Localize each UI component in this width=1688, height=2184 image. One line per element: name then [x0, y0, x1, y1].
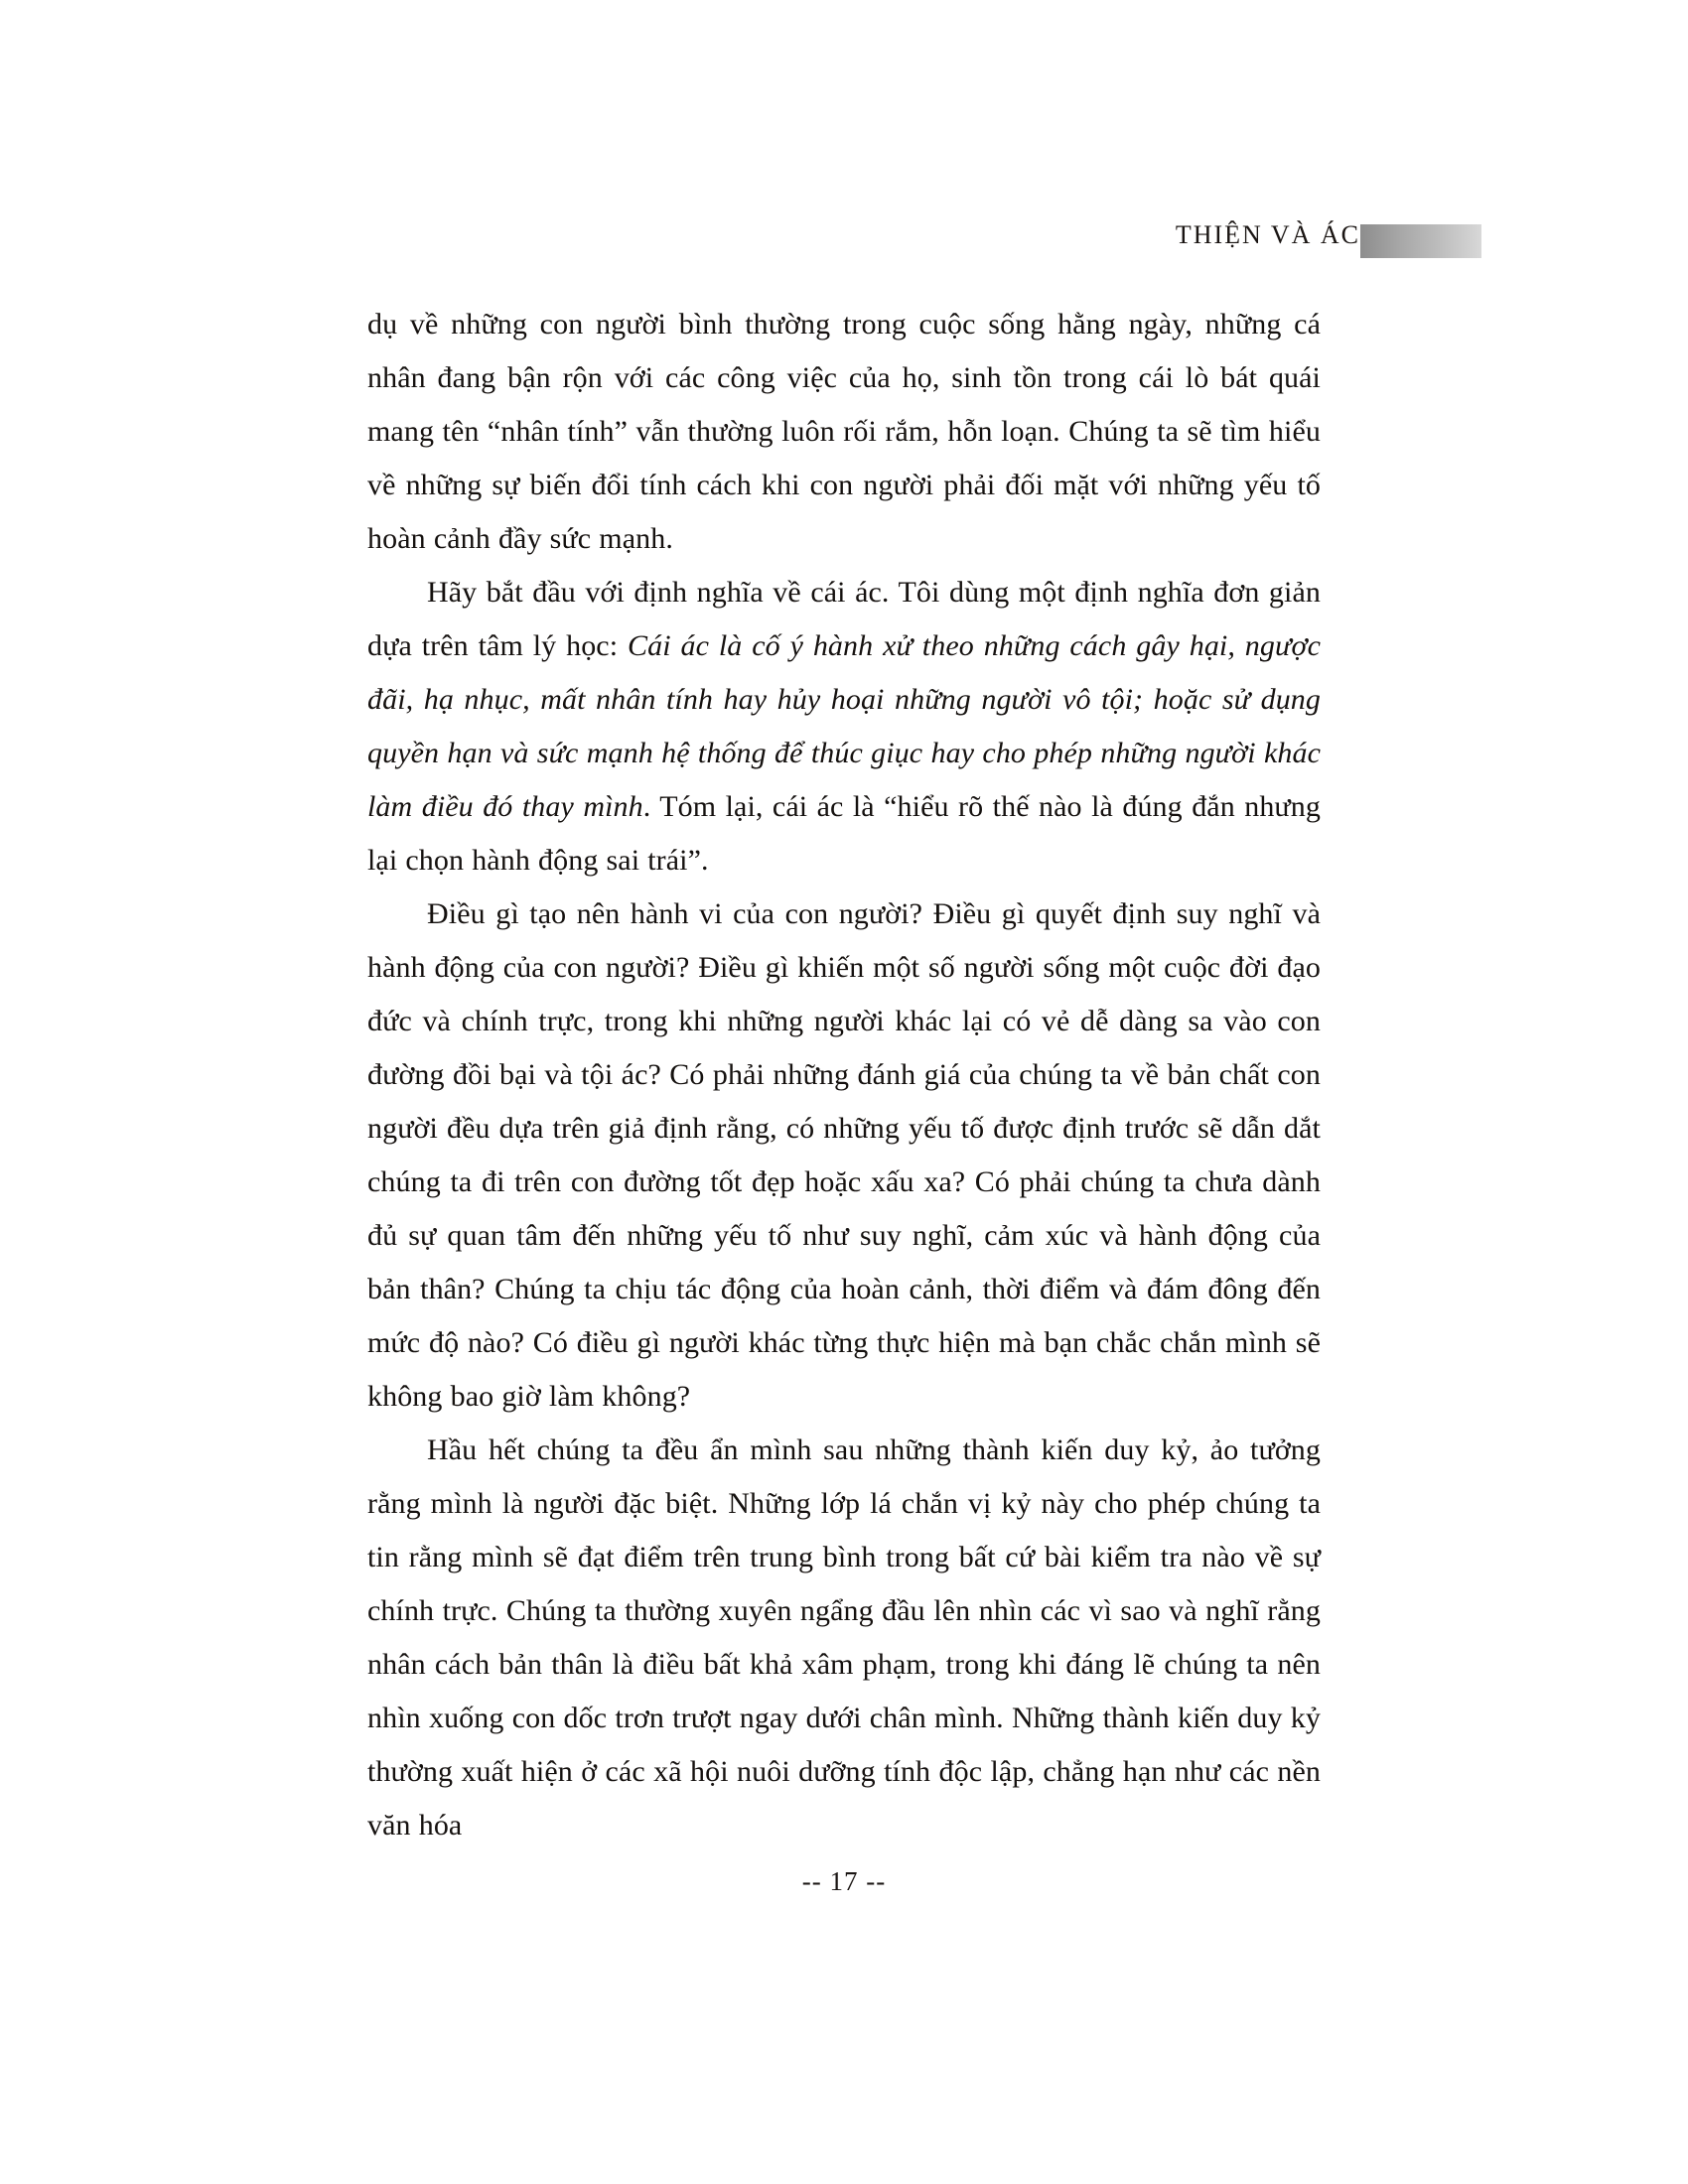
- running-head: [1176, 220, 1360, 250]
- page-header: [0, 220, 1688, 264]
- paragraph-2-text-lead: Hãy bắt đầu với định nghĩa về cái ác. Tôi dùng một định nghĩa đơn giản dựa trên tâm lý học:: [367, 576, 1321, 662]
- paragraph-2-definition-italic: Cái ác là cố ý hành xử theo những cách gây hại, ngược đãi, hạ nhục, mất nhân tính hay hủy hoại những người vô tội; hoặc sử dụng quyền hạn và sức mạnh hệ thống để thúc giục hay cho phép những người khác làm điều đó thay mình: [367, 629, 1321, 823]
- page-body: [367, 298, 1321, 1852]
- paragraph-4-text: Hầu hết chúng ta đều ẩn mình sau những thành kiến duy kỷ, ảo tưởng rằng mình là người đặc biệt. Những lớp lá chắn vị kỷ này cho phép chúng ta tin rằng mình sẽ đạt điểm trên trung bình trong bất cứ bài kiểm tra nào về sự chính trực. Chúng ta thường xuyên ngẩng đầu lên nhìn các vì sao và nghĩ rằng nhân cách bản thân là điều bất khả xâm phạm, trong khi đáng lẽ chúng ta nên nhìn xuống con dốc trơn trượt ngay dưới chân mình. Những thành kiến duy kỷ thường xuất hiện ở các xã hội nuôi dưỡng tính độc lập, chẳng hạn như các nền văn hóa: [367, 1433, 1321, 1842]
- paragraph-4: [367, 1424, 1321, 1852]
- paragraph-1-text: dụ về những con người bình thường trong cuộc sống hằng ngày, những cá nhân đang bận rộn với các công việc của họ, sinh tồn trong cái lò bát quái mang tên “nhân tính” vẫn thường luôn rối rắm, hỗn loạn. Chúng ta sẽ tìm hiểu về những sự biến đổi tính cách khi con người phải đối mặt với những yếu tố hoàn cảnh đầy sức mạnh.: [367, 308, 1321, 555]
- page-number: -- 17 --: [801, 1866, 887, 1896]
- running-title: THIỆN VÀ ÁC: [1175, 220, 1360, 249]
- header-gradient-bar: [1360, 224, 1481, 258]
- paragraph-1: [367, 298, 1321, 566]
- paragraph-3-text: Điều gì tạo nên hành vi của con người? Điều gì quyết định suy nghĩ và hành động của con người? Điều gì khiến một số người sống một cuộc đời đạo đức và chính trực, trong khi những người khác lại có vẻ dễ dàng sa vào con đường đồi bại và tội ác? Có phải những đánh giá của chúng ta về bản chất con người đều dựa trên giả định rằng, có những yếu tố được định trước sẽ dẫn dắt chúng ta đi trên con đường tốt đẹp hoặc xấu xa? Có phải chúng ta chưa dành đủ sự quan tâm đến những yếu tố như suy nghĩ, cảm xúc và hành động của bản thân? Chúng ta chịu tác động của hoàn cảnh, thời điểm và đám đông đến mức độ nào? Có điều gì người khác từng thực hiện mà bạn chắc chắn mình sẽ không bao giờ làm không?: [367, 897, 1321, 1413]
- paragraph-2-text-tail: . Tóm lại, cái ác là “hiểu rõ thế nào là đúng đắn nhưng lại chọn hành động sai trái”.: [367, 790, 1321, 877]
- paragraph-3: [367, 887, 1321, 1424]
- paragraph-2: [367, 566, 1321, 887]
